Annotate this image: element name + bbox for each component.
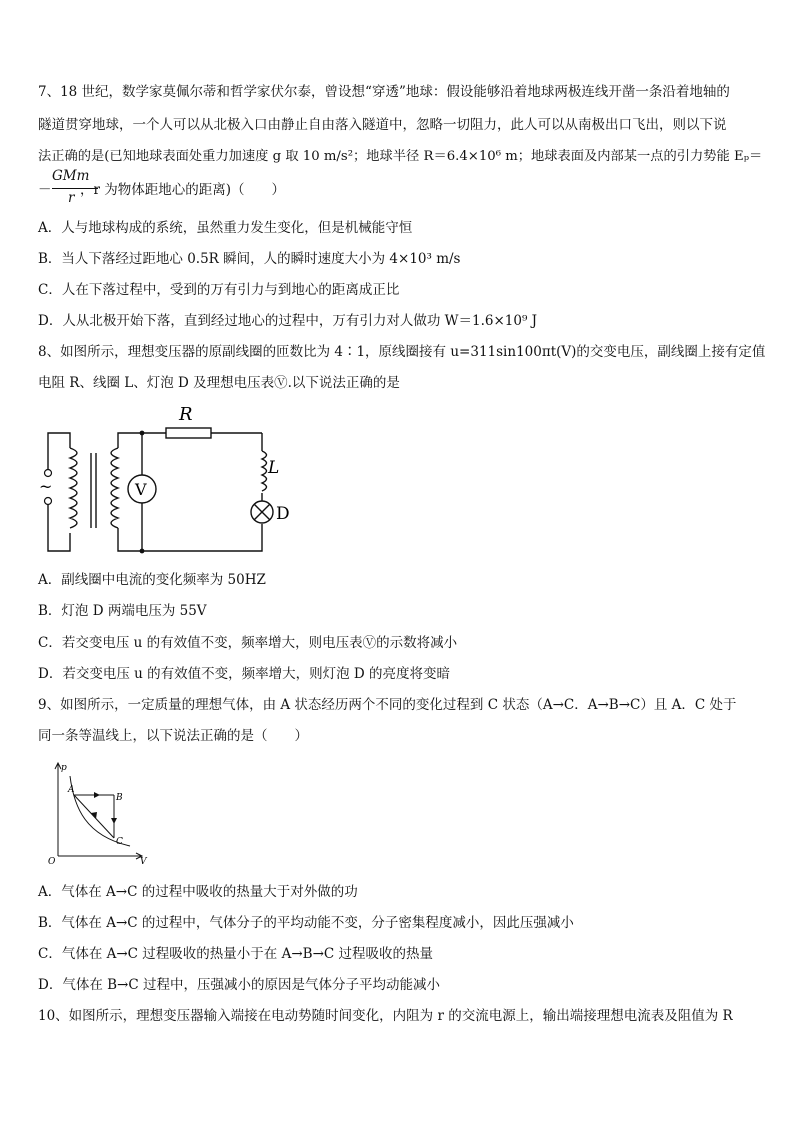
q8-option-c: C．若交变电压 u 的有效值不变，频率增大，则电压表Ⓥ的示数将减小 [38,635,458,651]
fraction-minus-sign: － [38,182,52,198]
q9-option-d: D．气体在 B→C 过程中，压强减小的原因是气体分子平均动能减小 [38,977,440,993]
arrow-a-to-b-icon [94,792,100,798]
fraction-numerator: GMm [52,168,90,184]
q9-stem-line-1: 9、如图所示，一定质量的理想气体，由 A 状态经历两个不同的变化过程到 C 状态（A→C．A→B→C）且 A．C 处于 [38,697,737,713]
resistor-r [166,428,211,438]
q7-option-a: A．人与地球构成的系统，虽然重力发生变化，但是机械能守恒 [38,220,413,236]
inductor-l [262,451,267,491]
pv-diagram [44,758,164,868]
transformer-circuit-diagram [36,403,296,563]
q9-option-b: B．气体在 A→C 的过程中，气体分子的平均动能不变，分子密集程度减小，因此压强减小 [38,915,574,931]
ac-source-symbol: ~ [39,477,53,496]
q7-stem-line-3: 法正确的是(已知地球表面处重力加速度 g 取 10 m/s²；地球半径 R＝6.4×10⁶ m；地球表面及内部某一点的引力势能 Eₚ＝ [38,149,763,164]
q7-stem-line-2: 隧道贯穿地球，一个人可以从北极入口由静止自由落入隧道中，忽略一切阻力，此人可以从南极出口飞出，则以下说 [38,117,727,133]
q8-stem-line-2: 电阻 R、线圈 L、灯泡 D 及理想电压表Ⓥ.以下说法正确的是 [38,375,400,391]
axis-v-label: V [140,857,147,867]
arrow-a-to-c-icon [91,812,97,819]
q10-stem-line-1: 10、如图所示，理想变压器输入端接在电动势随时间变化，内阻为 r 的交流电源上，输出端接理想电流表及阻值为 R [38,1008,733,1024]
q7-stem-line-1: 7、18 世纪，数学家莫佩尔蒂和哲学家伏尔泰，曾设想“穿透”地球：假设能够沿着地球两极连线开凿一条沿着地轴的 [38,84,730,100]
q8-option-d: D．若交变电压 u 的有效值不变，频率增大，则灯泡 D 的亮度将变暗 [38,666,451,682]
pv-axes [55,763,142,859]
q7-option-d: D．人从北极开始下落，直到经过地心的过程中，万有引力对人做功 W＝1.6×10⁹ J [38,313,538,329]
lamp-d [251,501,273,523]
lamp-label: D [276,504,290,524]
junction-node-top [140,431,145,436]
point-c-label: C [116,837,123,847]
terminal-top [45,470,52,477]
point-a-label: A [68,785,75,795]
origin-label: O [48,857,56,867]
q7-option-b: B．当人下落经过距地心 0.5R 瞬间，人的瞬时速度大小为 4×10³ m/s [38,251,461,267]
point-b-label: B [116,793,123,803]
fraction-denominator: r [68,190,75,206]
q7-option-c: C．人在下落过程中，受到的万有引力与到地心的距离成正比 [38,282,400,298]
q7-stem-line-4: ，r 为物体距地心的距离)（ ） [80,182,286,198]
resistor-label: R [179,404,193,425]
arrow-b-to-c-icon [111,818,117,824]
voltmeter-label: V [135,480,147,499]
terminal-bottom [45,498,52,505]
isotherm-curve [70,776,130,846]
q8-option-a: A．副线圈中电流的变化频率为 50HZ [38,572,266,588]
q8-stem-line-1: 8、如图所示，理想变压器的原副线圈的匝数比为 4∶1，原线圈接有 u=311sin100πt(V)的交变电压，副线圈上接有定值 [38,344,766,360]
q9-option-c: C．气体在 A→C 过程吸收的热量小于在 A→B→C 过程吸收的热量 [38,946,434,962]
q8-option-b: B．灯泡 D 两端电压为 55V [38,603,207,619]
inductor-label: L [268,458,280,478]
q9-option-a: A．气体在 A→C 的过程中吸收的热量大于对外做的功 [38,884,358,900]
junction-node-bottom [140,549,145,554]
transformer-core [91,453,96,528]
q9-stem-line-2: 同一条等温线上，以下说法正确的是（ ） [38,728,308,744]
axis-p-label: p [61,763,67,773]
